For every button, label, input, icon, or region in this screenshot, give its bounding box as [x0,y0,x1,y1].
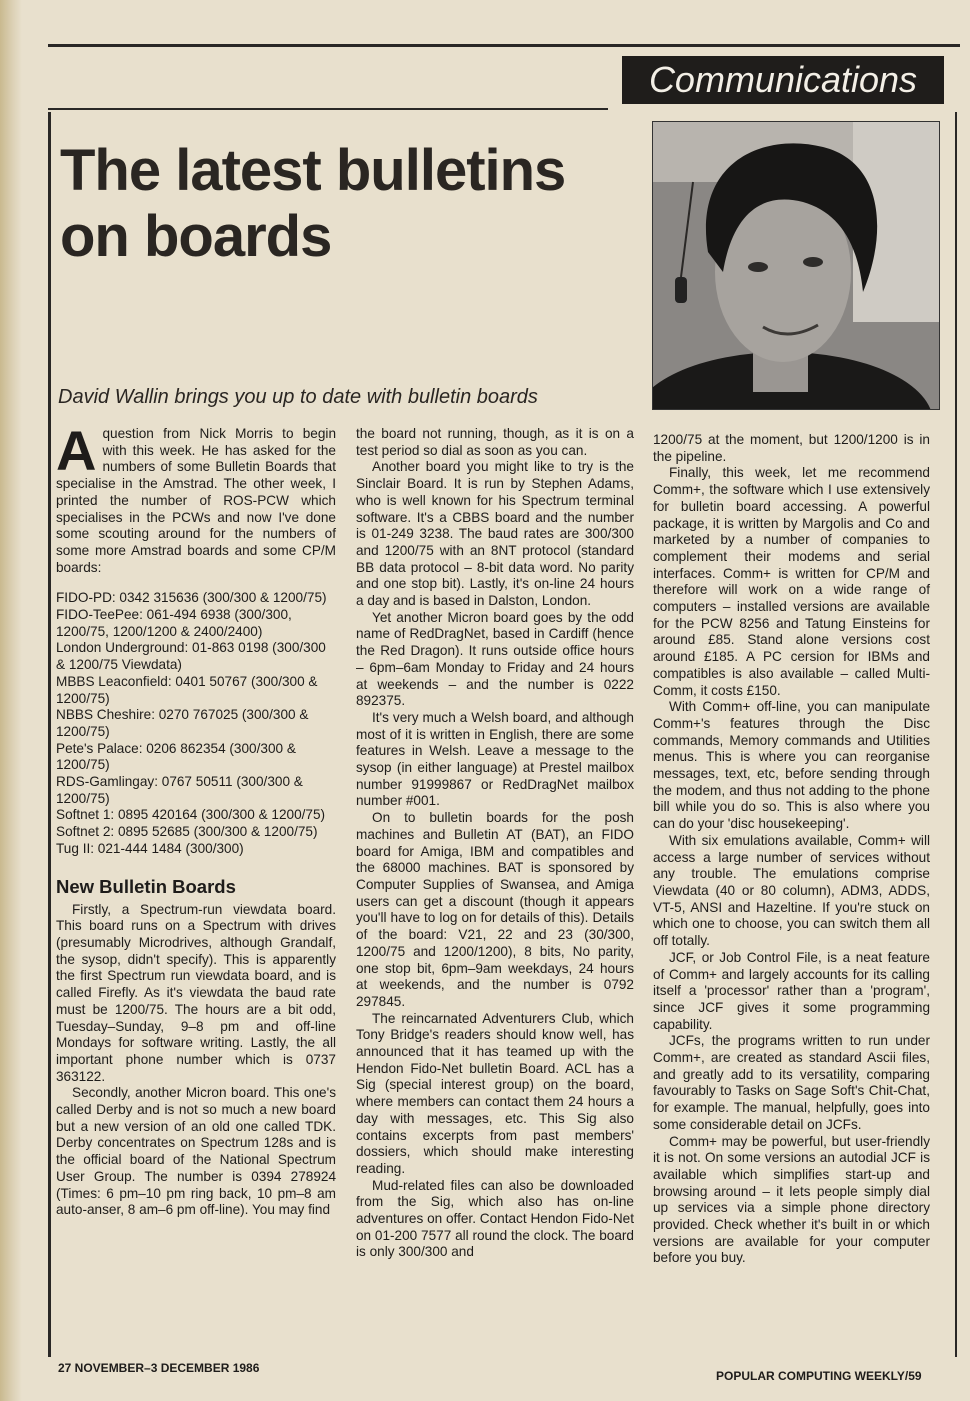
column-1 [56,419,336,1219]
list-item: NBBS Cheshire: 0270 767025 (300/300 & 1200/75) [56,707,309,739]
list-item: RDS-Gamlingay: 0767 50511 (300/300 & 1200/75) [56,774,303,806]
paragraph: On to bulletin boards for the posh machines and Bulletin AT (BAT), an FIDO board for Amiga, IBM and compatibles and the 68000 machines. BAT is sponsored by Computer Supplies of Swansea, and Amiga users can get a discount (though it appears you'll have to log on for details of this). Details of the board: V21, 22 and 23 (30/300, 1200/75 and 1200/1200), 8 bits, No parity, one stop bit, 6pm–9am weekdays, 24 hours at weekends, and the number is 0792 297845. [356,810,634,1009]
paragraph: 1200/75 at the moment, but 1200/1200 is in the pipeline. [653,432,930,464]
headline-line-2: on boards [60,204,332,269]
paragraph: JCF, or Job Control File, is a neat feature of Comm+ and largely accounts for its calling itself a 'processor' rather than a 'program', since JCF gives it some programming capability. [653,949,930,1032]
paragraph: Mud-related files can also be downloaded from the Sig, which also has on-line adventures on offer. Contact Hendon Fido-Net on 01-200 7577 all round the clock. The board is only 300/300 and [356,1177,634,1260]
intro-paragraph: Aquestion from Nick Morris to begin with this week. He has asked for the numbers of some Bulletin Boards that specialise in the Amstrad. The other week, I printed the number of ROS-PCW which specialises in the PCWs and now I've done some scouting around for the numbers of some more Amstrad boards and some CP/M boards: [56,419,336,575]
author-photo [652,121,940,410]
headline [60,138,640,270]
paragraph: Another board you might like to try is the Sinclair Board. It is run by Stephen Adams, who is well known for his Spectrum terminal software. It's a CBBS board and the number is 01-249 3238. The baud rates are 300/300 and 1200/75 with an 8NT protocol (standard BB data protocol – 8-bit data word. No parity and one stop bit). Lastly, it's on-line 24 hours a day and is based in Dalston, London. [356,459,634,609]
section-rule [48,108,608,110]
paragraph: JCFs, the programs written to run under Comm+, are created as standard Ascii files, and greatly add to its versatility, comparing favourably to Tasks on Sage Soft's Chit-Chat, for example. The manual, helpfully, goes into some considerable detail on JCFs. [653,1033,930,1132]
paragraph: Firstly, a Spectrum-run viewdata board. This board runs on a Spectrum with drives (presumably Microdrives, although Grandalf, the sysop, didn't specify). This is apparently the first Spectrum run viewdata board, and is called Firefly. As it's viewdata the baud rate must be 1200/75. The hours are a bit odd, Tuesday–Sunday, 9–8 pm and off-line Mondays for software writing. Lastly, the all important phone number which is 0737 363122. [56,901,336,1084]
paragraph: The reincarnated Adventurers Club, which Tony Bridge's readers should know well, has announced that it has teamed up with the Hendon Fido-Net bulletin Board. ACL has a Sig (special interest group) on the board, where members can contact them 24 hours a day with messages, etc. This Sig also contains excerpts from past members' dossiers, which should make interesting reading. [356,1010,634,1176]
paragraph: With Comm+ off-line, you can manipulate Comm+'s features through the Disc commands, Memory commands and Utilities menus. This is where you can reorganise messages, text, etc, before sending through the modem, and thus not adding to the phone bill while you do so. This is also where you can do your 'disc housekeeping'. [653,699,930,832]
board-list [56,590,336,857]
article-subhead: David Wallin brings you up to date with bulletin boards [58,386,538,408]
list-item: MBBS Leaconfield: 0401 50767 (300/300 & 1200/75) [56,673,318,706]
footer-date: 27 NOVEMBER–3 DECEMBER 1986 [58,1361,260,1375]
list-item: FIDO-PD: 0342 315636 (300/300 & 1200/75) [56,590,327,606]
paragraph: Yet another Micron board goes by the odd name of RedDragNet, based in Cardiff (hence the Red Dragon). It runs outside office hours – 6pm–6am Monday to Friday and 24 hours at weekends – and the number is 0222 892375. [356,609,634,709]
right-column-rule [955,112,957,1357]
list-item: London Underground: 01-863 0198 (300/300 & 1200/75 Viewdata) [56,640,326,673]
page-spine-shadow [0,0,22,1401]
paragraph: Finally, this week, let me recommend Comm+, the software which I use extensively for bulletin board accessing. A powerful package, it is written by Margolis and Co and marketed by a number of companies to complement their modems and serial interfaces. Comm+ is written for CP/M and therefore will work on a wide range of computers – installed versions are available for the PCW 8256 and Tatung Einsteins for around £85. Stand alone versions cost around £185. A PC cersion for IBMs and compatibles is also available – called Multi-Comm, it costs £150. [653,465,930,698]
list-item: FIDO-TeePee: 061-494 6938 (300/300, 1200/75, 1200/1200 & 2400/2400) [56,607,292,639]
drop-cap: A [56,419,97,482]
headline-line-1: The latest bulletins [60,138,566,203]
paragraph: With six emulations available, Comm+ will access a large number of services without any trouble. The emulations comprise Viewdata (40 or 80 column), ADM3, ADDS, VT-5, ANSI and Hazeltine. If you're stuck on which one to choose, you can switch them all off totally. [653,832,930,949]
list-item: Tug II: 021-444 1484 (300/300) [56,840,244,856]
author-portrait-image [653,122,939,409]
paragraph: It's very much a Welsh board, and although most of it is written in English, there are some features in Welsh. Leave a message to the sysop (in either language) at Prestel mailbox number 91999867 or RedDragNet mailbox number #001. [356,709,634,809]
column-3 [653,432,930,1267]
section-banner: Communications [622,56,944,104]
section-heading: New Bulletin Boards [56,875,236,897]
paragraph: the board not running, though, as it is on a test period so dial as soon as you can. [356,426,634,458]
list-item: Pete's Palace: 0206 862354 (300/300 & 1200/75) [56,740,296,773]
footer-page-number: POPULAR COMPUTING WEEKLY/59 [716,1369,922,1383]
left-column-rule [48,112,51,1357]
list-item: Softnet 1: 0895 420164 (300/300 & 1200/75) [56,807,326,823]
list-item: Softnet 2: 0895 52685 (300/300 & 1200/75) [56,824,318,840]
column-2 [356,426,634,1261]
top-rule [48,44,960,47]
paragraph: Secondly, another Micron board. This one's called Derby and is not so much a new board but a new version of an old one called TDK. Derby concentrates on Spectrum 128s and is the official board of the National Spectrum User Group. The number is 0394 278924 (Times: 6 pm–10 pm ring back, 10 pm–8 am auto-anser, 8 am–6 pm off-line). You may find [56,1085,336,1218]
paragraph: Comm+ may be powerful, but user-friendly it is not. On some versions an autodial JCF is available which simplifies start-up and browsing around – it lets people simply dial up services via a simple phone directory provided. Check whether it's built in or which versions are available for your computer before you buy. [653,1133,930,1266]
